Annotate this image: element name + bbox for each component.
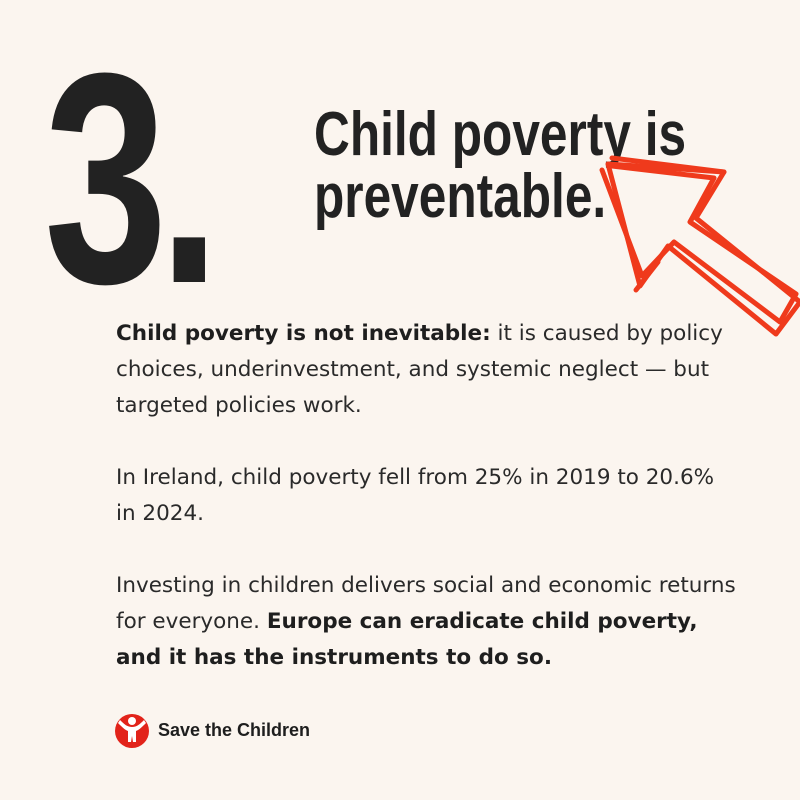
headline-line-2: preventable. [314,162,607,231]
paragraph-1 [116,316,736,424]
paragraph-1-text: it is caused by policy choices, underinvestment, and systemic neglect — but targeted policies work. [116,321,723,418]
paragraph-3 [116,568,736,676]
paragraph-2-text: In Ireland, child poverty fell from 25% in 2019 to 20.6% in 2024. [116,465,715,526]
paragraph-3-bold: Europe can eradicate child poverty, and it has the instruments to do so. [116,609,698,670]
hand-drawn-arrow-icon [596,150,800,340]
save-the-children-logo[interactable] [112,710,310,750]
save-the-children-logo-icon [112,710,152,750]
paragraph-1-bold: Child poverty is not inevitable: [116,321,491,346]
headline-line-1: Child poverty is [314,100,687,169]
paragraph-2 [116,460,736,532]
body-text [116,316,736,712]
big-number: 3. [44,10,212,346]
logo-text: Save the Children [158,719,311,740]
paragraph-3-text: Investing in children delivers social and economic returns for everyone. [116,573,736,634]
